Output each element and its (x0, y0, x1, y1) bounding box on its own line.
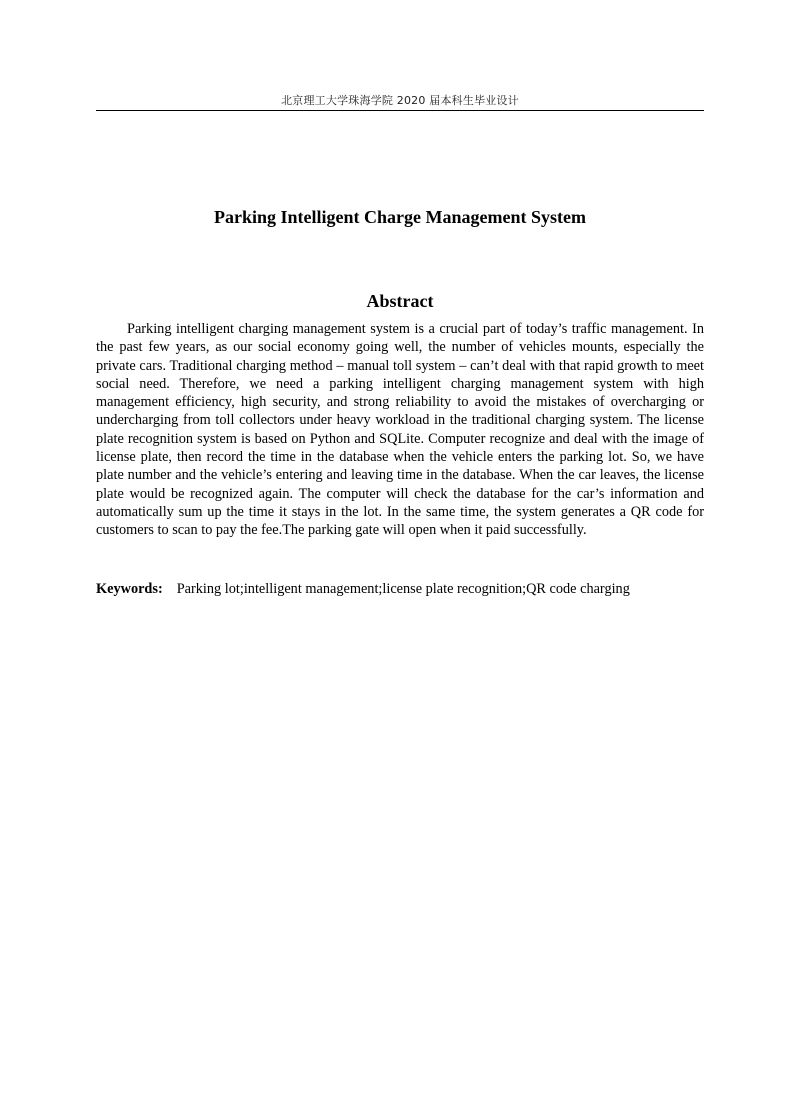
keywords-line (96, 580, 704, 598)
abstract-heading: Abstract (366, 291, 434, 311)
running-header: 北京理工大学珠海学院 2020 届本科生毕业设计 (281, 94, 519, 107)
abstract-paragraph: Parking intelligent charging management system is a crucial part of today’s traffic management. In the past few years, as our social economy going well, the number of vehicles mounts, especially the private cars. Traditional charging method – manual toll system – can’t deal with that rapid growth to meet social need. Therefore, we need a parking intelligent charging management system with high management efficiency, high security, and strong reliability to avoid the mistakes of overcharging or undercharging from toll collectors under heavy workload in the traditional charging system. The license plate recognition system is based on Python and SQLite. Computer recognize and deal with the image of license plate, then record the time in the database when the vehicle enters the parking lot. So, we have plate number and the vehicle’s entering and leaving time in the database. When the car leaves, the license plate would be recognized again. The computer will check the database for the car’s information and automatically sum up the time it stays in the lot. In the same time, the system generates a QR code for customers to scan to pay the fee.The parking gate will open when it paid successfully. (96, 321, 704, 539)
header-divider (96, 110, 704, 111)
keywords-text: Parking lot;intelligent management;license plate recognition;QR code charging (176, 581, 630, 597)
thesis-title: Parking Intelligent Charge Management System (214, 207, 586, 227)
keywords-label: Keywords: (96, 581, 163, 597)
